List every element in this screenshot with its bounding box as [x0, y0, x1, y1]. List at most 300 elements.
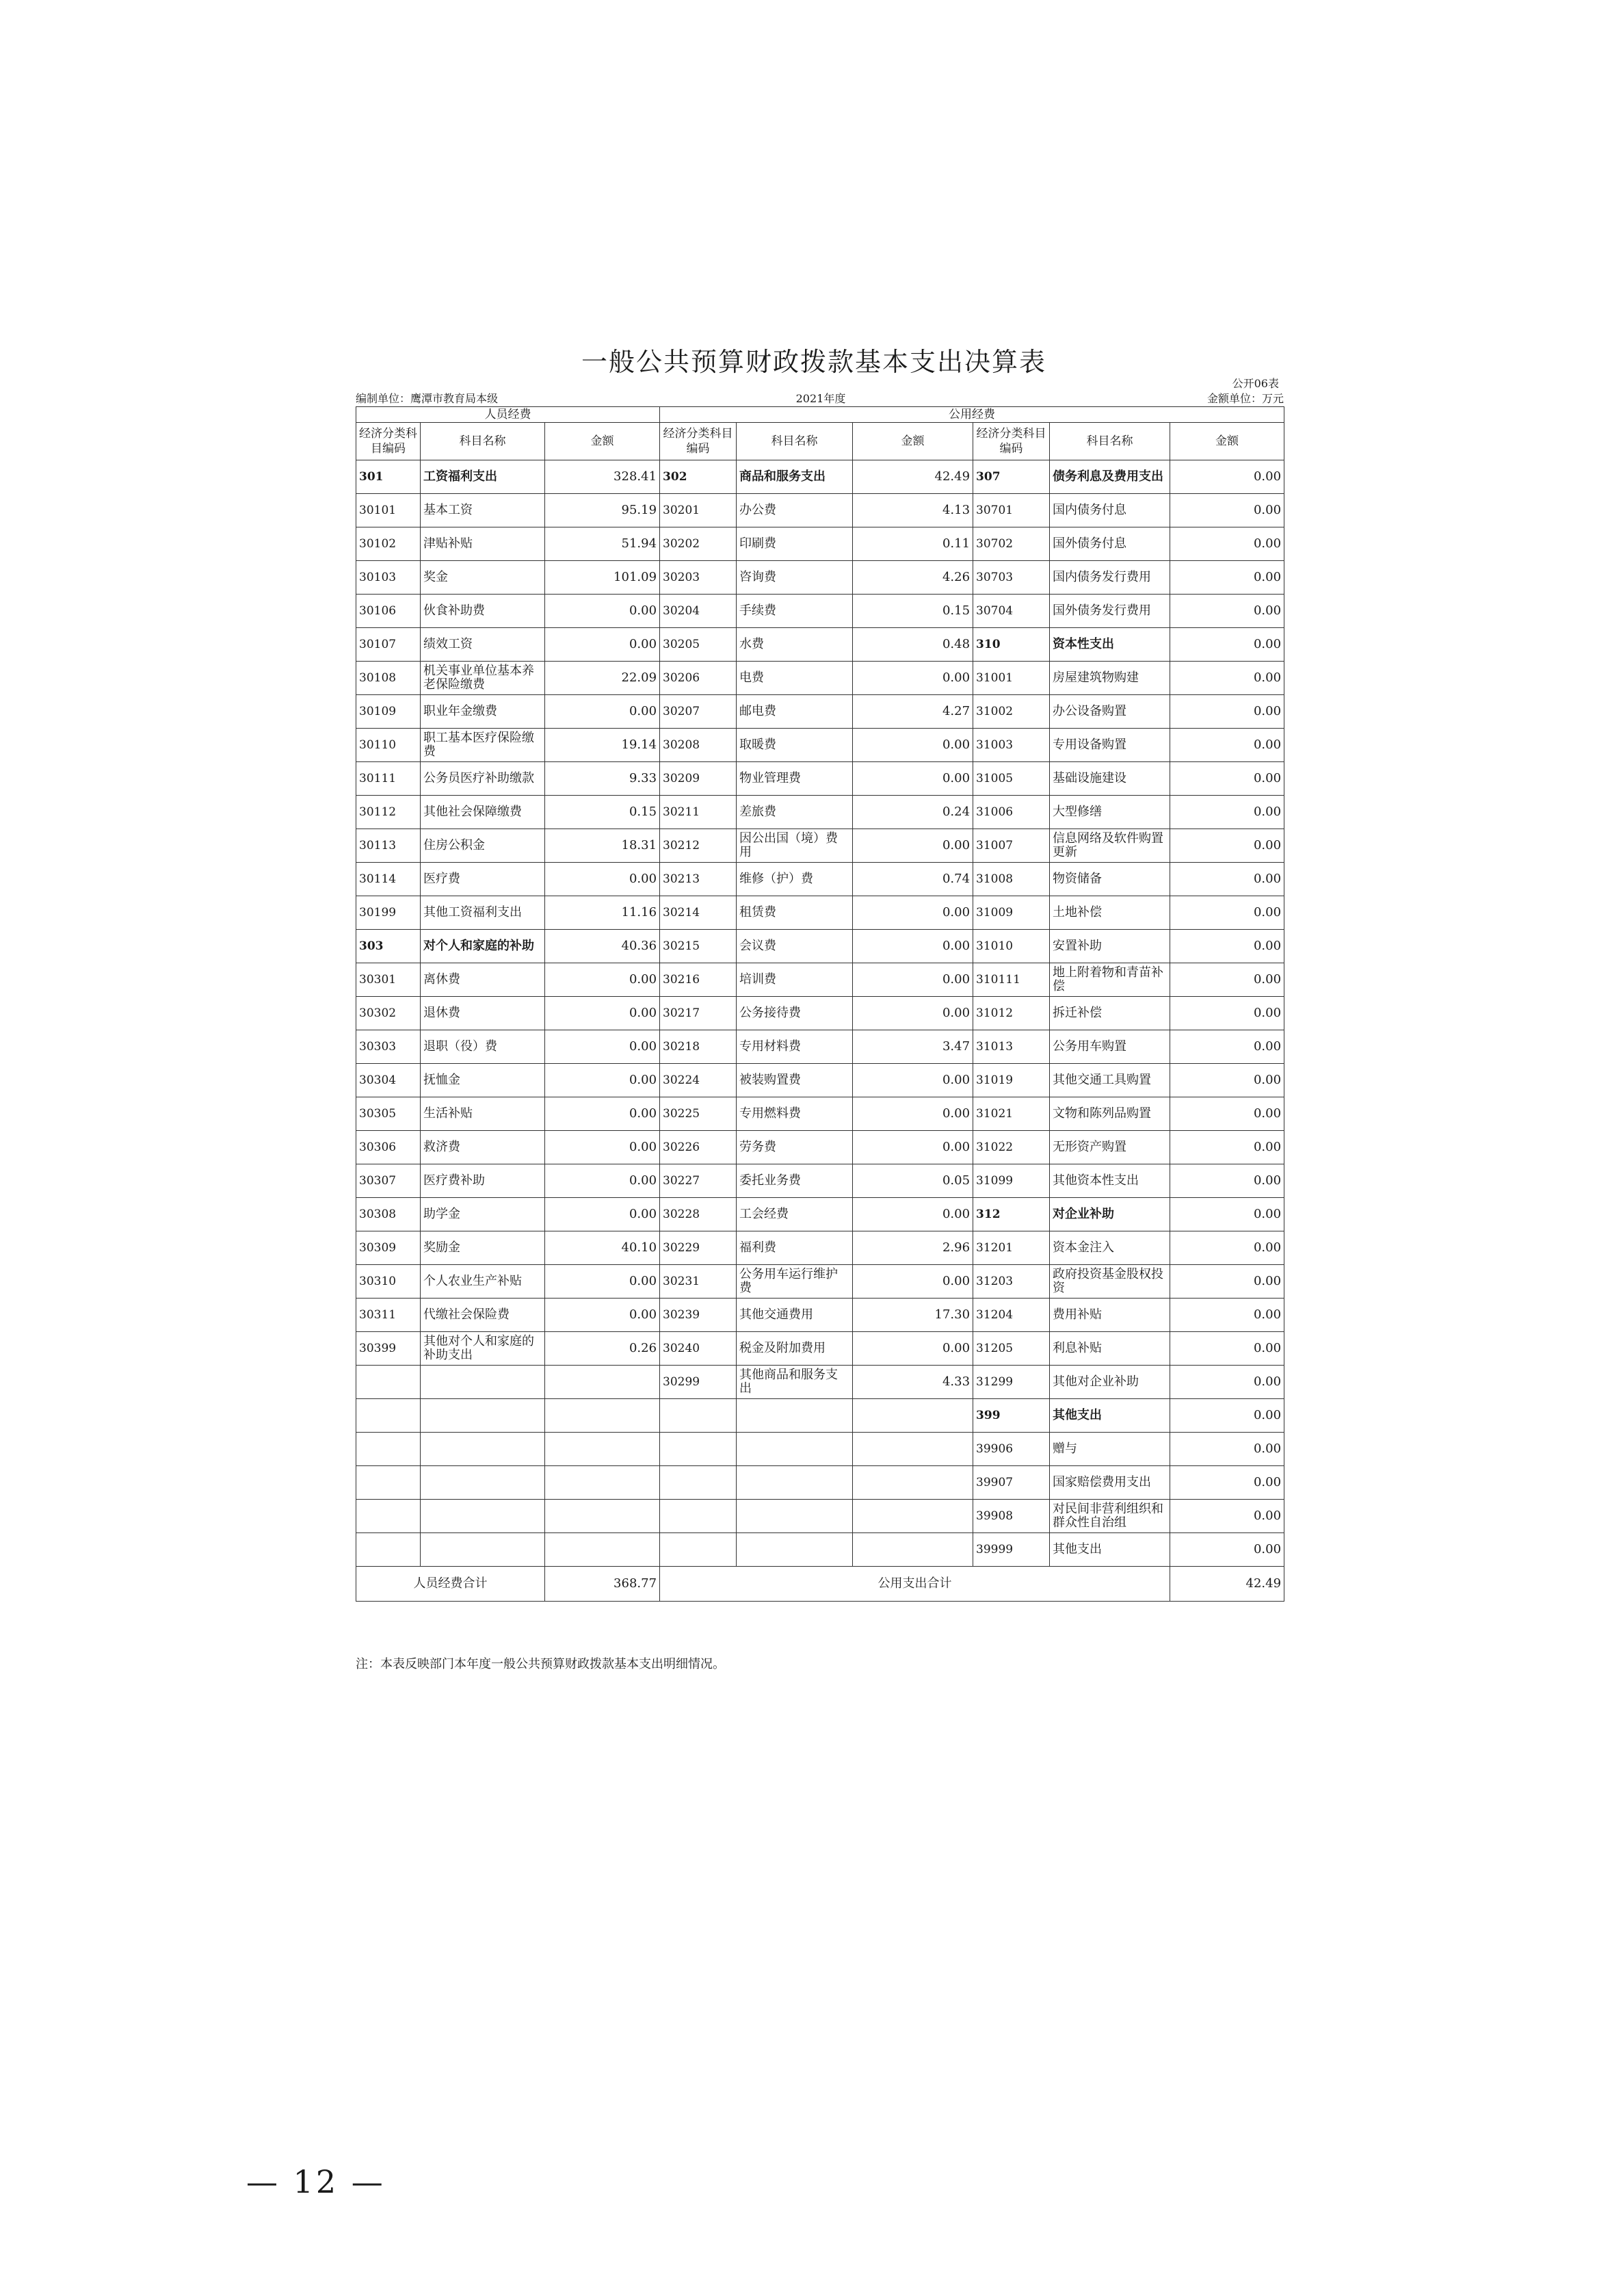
table-row: [356, 1500, 1284, 1533]
amount-cell: 0.00: [1170, 963, 1284, 997]
name-cell: [421, 1399, 545, 1433]
amount-cell: [545, 1533, 660, 1567]
amount-cell: 0.48: [853, 628, 973, 662]
name-cell: 对个人和家庭的补助: [421, 930, 545, 963]
amount-cell: 0.00: [1170, 595, 1284, 628]
code-cell: 30109: [356, 695, 421, 729]
code-cell: 30307: [356, 1164, 421, 1198]
name-cell: 拆迁补偿: [1050, 997, 1170, 1030]
code-cell: 30207: [660, 695, 737, 729]
amount-cell: 4.27: [853, 695, 973, 729]
amount-cell: 40.36: [545, 930, 660, 963]
fiscal-year: 2021年度: [795, 392, 846, 405]
amount-cell: 42.49: [853, 460, 973, 494]
name-cell: 离休费: [421, 963, 545, 997]
name-cell: 赠与: [1050, 1433, 1170, 1466]
amount-cell: 0.00: [1170, 1265, 1284, 1299]
amount-cell: 0.00: [853, 1198, 973, 1231]
amount-cell: 0.00: [1170, 1500, 1284, 1533]
name-cell: 救济费: [421, 1131, 545, 1164]
name-cell: 代缴社会保险费: [421, 1299, 545, 1332]
page-number: — 12 —: [246, 2163, 386, 2200]
total-public-value: 42.49: [1170, 1567, 1284, 1602]
code-cell: 39908: [973, 1500, 1050, 1533]
amount-cell: 2.96: [853, 1231, 973, 1265]
name-cell: 专用设备购置: [1050, 729, 1170, 762]
name-cell: 国家赔偿费用支出: [1050, 1466, 1170, 1500]
budget-table: [356, 406, 1284, 1602]
code-cell: 30212: [660, 829, 737, 863]
name-cell: 奖金: [421, 561, 545, 595]
table-row: [356, 829, 1284, 863]
code-cell: 30217: [660, 997, 737, 1030]
table-row: [356, 695, 1284, 729]
amount-cell: 0.00: [853, 963, 973, 997]
name-cell: 劳务费: [737, 1131, 853, 1164]
name-cell: 税金及附加费用: [737, 1332, 853, 1366]
group-personnel: 人员经费: [356, 407, 660, 423]
amount-cell: 0.00: [1170, 729, 1284, 762]
col-name: 科目名称: [1050, 423, 1170, 460]
amount-cell: 4.33: [853, 1366, 973, 1399]
name-cell: 住房公积金: [421, 829, 545, 863]
amount-cell: 0.00: [1170, 1030, 1284, 1064]
name-cell: 培训费: [737, 963, 853, 997]
amount-cell: 0.00: [1170, 1366, 1284, 1399]
name-cell: 其他社会保障缴费: [421, 796, 545, 829]
amount-cell: 0.00: [853, 729, 973, 762]
name-cell: [421, 1466, 545, 1500]
amount-cell: 4.13: [853, 494, 973, 527]
name-cell: 医疗费补助: [421, 1164, 545, 1198]
amount-cell: 0.05: [853, 1164, 973, 1198]
code-cell: 30231: [660, 1265, 737, 1299]
amount-cell: 0.00: [853, 1265, 973, 1299]
name-cell: 债务利息及费用支出: [1050, 460, 1170, 494]
table-note: 注：本表反映部门本年度一般公共预算财政拨款基本支出明细情况。: [356, 1657, 725, 1671]
name-cell: 安置补助: [1050, 930, 1170, 963]
name-cell: 国外债务付息: [1050, 527, 1170, 561]
code-cell: [660, 1399, 737, 1433]
total-public-label: 公用支出合计: [660, 1567, 1170, 1602]
table-row: [356, 1064, 1284, 1097]
code-cell: 310111: [973, 963, 1050, 997]
code-cell: 30704: [973, 595, 1050, 628]
name-cell: 工资福利支出: [421, 460, 545, 494]
name-cell: 房屋建筑物购建: [1050, 662, 1170, 695]
name-cell: 无形资产购置: [1050, 1131, 1170, 1164]
amount-cell: 0.00: [1170, 628, 1284, 662]
code-cell: 31022: [973, 1131, 1050, 1164]
name-cell: 机关事业单位基本养老保险缴费: [421, 662, 545, 695]
amount-cell: 0.00: [853, 829, 973, 863]
code-cell: 30199: [356, 896, 421, 930]
code-cell: 30306: [356, 1131, 421, 1164]
name-cell: [737, 1533, 853, 1567]
code-cell: 30227: [660, 1164, 737, 1198]
amount-cell: 0.00: [545, 997, 660, 1030]
col-code: 经济分类科目编码: [660, 423, 737, 460]
amount-cell: 0.00: [1170, 997, 1284, 1030]
table-row: [356, 595, 1284, 628]
name-cell: 奖励金: [421, 1231, 545, 1265]
amount-cell: 0.00: [1170, 460, 1284, 494]
name-cell: 资本性支出: [1050, 628, 1170, 662]
group-header-row: [356, 407, 1284, 423]
code-cell: 30205: [660, 628, 737, 662]
name-cell: 国内债务发行费用: [1050, 561, 1170, 595]
col-amount: 金额: [853, 423, 973, 460]
code-cell: [660, 1433, 737, 1466]
code-cell: 30208: [660, 729, 737, 762]
amount-cell: 0.00: [545, 1131, 660, 1164]
table-row: [356, 1198, 1284, 1231]
code-cell: 30108: [356, 662, 421, 695]
code-cell: 30240: [660, 1332, 737, 1366]
amount-cell: 0.00: [853, 662, 973, 695]
code-cell: [356, 1433, 421, 1466]
code-cell: 30224: [660, 1064, 737, 1097]
name-cell: 个人农业生产补贴: [421, 1265, 545, 1299]
code-cell: 30218: [660, 1030, 737, 1064]
code-cell: 307: [973, 460, 1050, 494]
amount-cell: 18.31: [545, 829, 660, 863]
name-cell: 助学金: [421, 1198, 545, 1231]
amount-cell: 0.00: [545, 595, 660, 628]
name-cell: 地上附着物和青苗补偿: [1050, 963, 1170, 997]
name-cell: 政府投资基金股权投资: [1050, 1265, 1170, 1299]
amount-cell: 0.00: [1170, 1399, 1284, 1433]
amount-cell: 17.30: [853, 1299, 973, 1332]
amount-cell: 0.00: [1170, 896, 1284, 930]
table-row: [356, 561, 1284, 595]
code-cell: 31006: [973, 796, 1050, 829]
code-cell: 302: [660, 460, 737, 494]
table-row: [356, 662, 1284, 695]
col-name: 科目名称: [737, 423, 853, 460]
name-cell: 绩效工资: [421, 628, 545, 662]
name-cell: 其他资本性支出: [1050, 1164, 1170, 1198]
code-cell: 312: [973, 1198, 1050, 1231]
code-cell: 30103: [356, 561, 421, 595]
amount-cell: 51.94: [545, 527, 660, 561]
amount-cell: 19.14: [545, 729, 660, 762]
amount-cell: 0.26: [545, 1332, 660, 1366]
name-cell: 会议费: [737, 930, 853, 963]
code-cell: 30206: [660, 662, 737, 695]
name-cell: 专用燃料费: [737, 1097, 853, 1131]
group-public: 公用经费: [660, 407, 1284, 423]
amount-cell: 0.00: [1170, 1131, 1284, 1164]
table-row: [356, 1433, 1284, 1466]
amount-cell: 0.00: [1170, 1533, 1284, 1567]
code-cell: 30216: [660, 963, 737, 997]
name-cell: 维修（护）费: [737, 863, 853, 896]
code-cell: 30111: [356, 762, 421, 796]
code-cell: 30703: [973, 561, 1050, 595]
amount-cell: 0.00: [853, 1064, 973, 1097]
total-personnel-value: 368.77: [545, 1567, 660, 1602]
code-cell: 30305: [356, 1097, 421, 1131]
name-cell: 职业年金缴费: [421, 695, 545, 729]
table-row: [356, 494, 1284, 527]
name-cell: 职工基本医疗保险缴费: [421, 729, 545, 762]
name-cell: 对民间非营利组织和群众性自治组: [1050, 1500, 1170, 1533]
table-row: [356, 762, 1284, 796]
reporting-unit: 编制单位：鹰潭市教育局本级: [356, 392, 499, 405]
col-amount: 金额: [545, 423, 660, 460]
table-row: [356, 1097, 1284, 1131]
amount-cell: 4.26: [853, 561, 973, 595]
name-cell: 文物和陈列品购置: [1050, 1097, 1170, 1131]
name-cell: 因公出国（境）费用: [737, 829, 853, 863]
amount-cell: 22.09: [545, 662, 660, 695]
column-header-row: [356, 423, 1284, 460]
code-cell: 30202: [660, 527, 737, 561]
name-cell: 退休费: [421, 997, 545, 1030]
name-cell: [421, 1366, 545, 1399]
code-cell: 30101: [356, 494, 421, 527]
name-cell: 国内债务付息: [1050, 494, 1170, 527]
amount-cell: 0.00: [545, 1198, 660, 1231]
total-row: [356, 1567, 1284, 1602]
name-cell: 租赁费: [737, 896, 853, 930]
name-cell: 办公设备购置: [1050, 695, 1170, 729]
code-cell: 30301: [356, 963, 421, 997]
code-cell: 31019: [973, 1064, 1050, 1097]
code-cell: 30229: [660, 1231, 737, 1265]
table-row: [356, 527, 1284, 561]
code-cell: 30106: [356, 595, 421, 628]
amount-cell: 0.74: [853, 863, 973, 896]
code-cell: 301: [356, 460, 421, 494]
name-cell: 其他支出: [1050, 1533, 1170, 1567]
code-cell: [356, 1500, 421, 1533]
code-cell: 30213: [660, 863, 737, 896]
name-cell: 资本金注入: [1050, 1231, 1170, 1265]
code-cell: [356, 1399, 421, 1433]
name-cell: 水费: [737, 628, 853, 662]
name-cell: 信息网络及软件购置更新: [1050, 829, 1170, 863]
name-cell: 专用材料费: [737, 1030, 853, 1064]
code-cell: 30311: [356, 1299, 421, 1332]
amount-cell: 0.15: [545, 796, 660, 829]
code-cell: 31099: [973, 1164, 1050, 1198]
col-code: 经济分类科目编码: [356, 423, 421, 460]
code-cell: 31001: [973, 662, 1050, 695]
table-row: [356, 997, 1284, 1030]
table-row: [356, 1030, 1284, 1064]
table-row: [356, 796, 1284, 829]
name-cell: 委托业务费: [737, 1164, 853, 1198]
code-cell: 31205: [973, 1332, 1050, 1366]
name-cell: [737, 1466, 853, 1500]
code-cell: [660, 1500, 737, 1533]
amount-cell: [545, 1433, 660, 1466]
code-cell: 30204: [660, 595, 737, 628]
name-cell: 抚恤金: [421, 1064, 545, 1097]
amount-cell: 0.00: [1170, 829, 1284, 863]
code-cell: 30304: [356, 1064, 421, 1097]
amount-cell: 0.00: [1170, 561, 1284, 595]
name-cell: 公务员医疗补助缴款: [421, 762, 545, 796]
amount-cell: 0.00: [853, 1332, 973, 1366]
code-cell: 30225: [660, 1097, 737, 1131]
code-cell: 31021: [973, 1097, 1050, 1131]
amount-cell: 0.00: [1170, 930, 1284, 963]
table-row: [356, 1164, 1284, 1198]
amount-cell: 0.00: [545, 1064, 660, 1097]
amount-cell: 101.09: [545, 561, 660, 595]
name-cell: 生活补贴: [421, 1097, 545, 1131]
amount-cell: [853, 1533, 973, 1567]
table-row: [356, 1231, 1284, 1265]
code-cell: 30303: [356, 1030, 421, 1064]
amount-cell: [545, 1466, 660, 1500]
name-cell: 物资储备: [1050, 863, 1170, 896]
amount-cell: [545, 1399, 660, 1433]
code-cell: [660, 1533, 737, 1567]
name-cell: [737, 1500, 853, 1533]
code-cell: 30215: [660, 930, 737, 963]
amount-cell: 0.15: [853, 595, 973, 628]
amount-cell: [545, 1366, 660, 1399]
code-cell: 31203: [973, 1265, 1050, 1299]
name-cell: 利息补贴: [1050, 1332, 1170, 1366]
code-cell: 31008: [973, 863, 1050, 896]
amount-cell: [853, 1399, 973, 1433]
code-cell: 31009: [973, 896, 1050, 930]
name-cell: 退职（役）费: [421, 1030, 545, 1064]
name-cell: 基础设施建设: [1050, 762, 1170, 796]
name-cell: 其他交通费用: [737, 1299, 853, 1332]
amount-cell: 0.00: [545, 628, 660, 662]
code-cell: 30308: [356, 1198, 421, 1231]
amount-unit: 金额单位：万元: [1206, 392, 1284, 405]
amount-cell: 0.00: [1170, 1299, 1284, 1332]
amount-cell: 11.16: [545, 896, 660, 930]
table-row: [356, 1466, 1284, 1500]
table-row: [356, 1533, 1284, 1567]
name-cell: 其他工资福利支出: [421, 896, 545, 930]
amount-cell: 95.19: [545, 494, 660, 527]
name-cell: 福利费: [737, 1231, 853, 1265]
code-cell: 30299: [660, 1366, 737, 1399]
amount-cell: 0.00: [1170, 1198, 1284, 1231]
code-cell: 31007: [973, 829, 1050, 863]
table-row: [356, 729, 1284, 762]
code-cell: [660, 1466, 737, 1500]
name-cell: 其他支出: [1050, 1399, 1170, 1433]
code-cell: 39999: [973, 1533, 1050, 1567]
table-row: [356, 1299, 1284, 1332]
amount-cell: 0.00: [1170, 662, 1284, 695]
name-cell: 公务接待费: [737, 997, 853, 1030]
name-cell: 被装购置费: [737, 1064, 853, 1097]
amount-cell: 328.41: [545, 460, 660, 494]
name-cell: [737, 1399, 853, 1433]
name-cell: 其他对个人和家庭的补助支出: [421, 1332, 545, 1366]
name-cell: 电费: [737, 662, 853, 695]
name-cell: [737, 1433, 853, 1466]
code-cell: 30113: [356, 829, 421, 863]
name-cell: 手续费: [737, 595, 853, 628]
name-cell: 伙食补助费: [421, 595, 545, 628]
amount-cell: 0.00: [1170, 1097, 1284, 1131]
amount-cell: [853, 1466, 973, 1500]
code-cell: 30701: [973, 494, 1050, 527]
amount-cell: 0.00: [1170, 1466, 1284, 1500]
name-cell: 邮电费: [737, 695, 853, 729]
amount-cell: 0.00: [545, 1299, 660, 1332]
code-cell: 30309: [356, 1231, 421, 1265]
name-cell: 津贴补贴: [421, 527, 545, 561]
form-code: 公开06表: [1232, 377, 1279, 390]
amount-cell: 0.00: [1170, 1332, 1284, 1366]
col-amount: 金额: [1170, 423, 1284, 460]
amount-cell: 0.00: [545, 1265, 660, 1299]
amount-cell: 0.00: [545, 1164, 660, 1198]
amount-cell: 0.00: [545, 1030, 660, 1064]
code-cell: 303: [356, 930, 421, 963]
name-cell: 土地补偿: [1050, 896, 1170, 930]
col-name: 科目名称: [421, 423, 545, 460]
code-cell: 39906: [973, 1433, 1050, 1466]
amount-cell: 0.00: [853, 762, 973, 796]
code-cell: 31010: [973, 930, 1050, 963]
table-row: [356, 460, 1284, 494]
code-cell: 31012: [973, 997, 1050, 1030]
amount-cell: 0.00: [1170, 1164, 1284, 1198]
amount-cell: 0.11: [853, 527, 973, 561]
name-cell: 对企业补助: [1050, 1198, 1170, 1231]
amount-cell: 9.33: [545, 762, 660, 796]
name-cell: [421, 1433, 545, 1466]
code-cell: 30114: [356, 863, 421, 896]
name-cell: 基本工资: [421, 494, 545, 527]
amount-cell: 0.00: [1170, 527, 1284, 561]
amount-cell: 0.00: [1170, 695, 1284, 729]
code-cell: 31299: [973, 1366, 1050, 1399]
name-cell: 取暖费: [737, 729, 853, 762]
code-cell: 30214: [660, 896, 737, 930]
name-cell: 物业管理费: [737, 762, 853, 796]
code-cell: 30201: [660, 494, 737, 527]
name-cell: 工会经费: [737, 1198, 853, 1231]
code-cell: 39907: [973, 1466, 1050, 1500]
code-cell: 30239: [660, 1299, 737, 1332]
amount-cell: [545, 1500, 660, 1533]
code-cell: 30226: [660, 1131, 737, 1164]
name-cell: 其他对企业补助: [1050, 1366, 1170, 1399]
total-personnel-label: 人员经费合计: [356, 1567, 545, 1602]
amount-cell: 0.00: [1170, 796, 1284, 829]
amount-cell: 0.00: [853, 997, 973, 1030]
code-cell: [356, 1466, 421, 1500]
name-cell: 差旅费: [737, 796, 853, 829]
table-row: [356, 628, 1284, 662]
amount-cell: 0.00: [1170, 1064, 1284, 1097]
name-cell: 印刷费: [737, 527, 853, 561]
amount-cell: 0.00: [1170, 1231, 1284, 1265]
amount-cell: 0.00: [853, 1097, 973, 1131]
table-row: [356, 896, 1284, 930]
code-cell: 30107: [356, 628, 421, 662]
amount-cell: 0.00: [545, 863, 660, 896]
name-cell: 大型修缮: [1050, 796, 1170, 829]
code-cell: [356, 1366, 421, 1399]
code-cell: 31204: [973, 1299, 1050, 1332]
